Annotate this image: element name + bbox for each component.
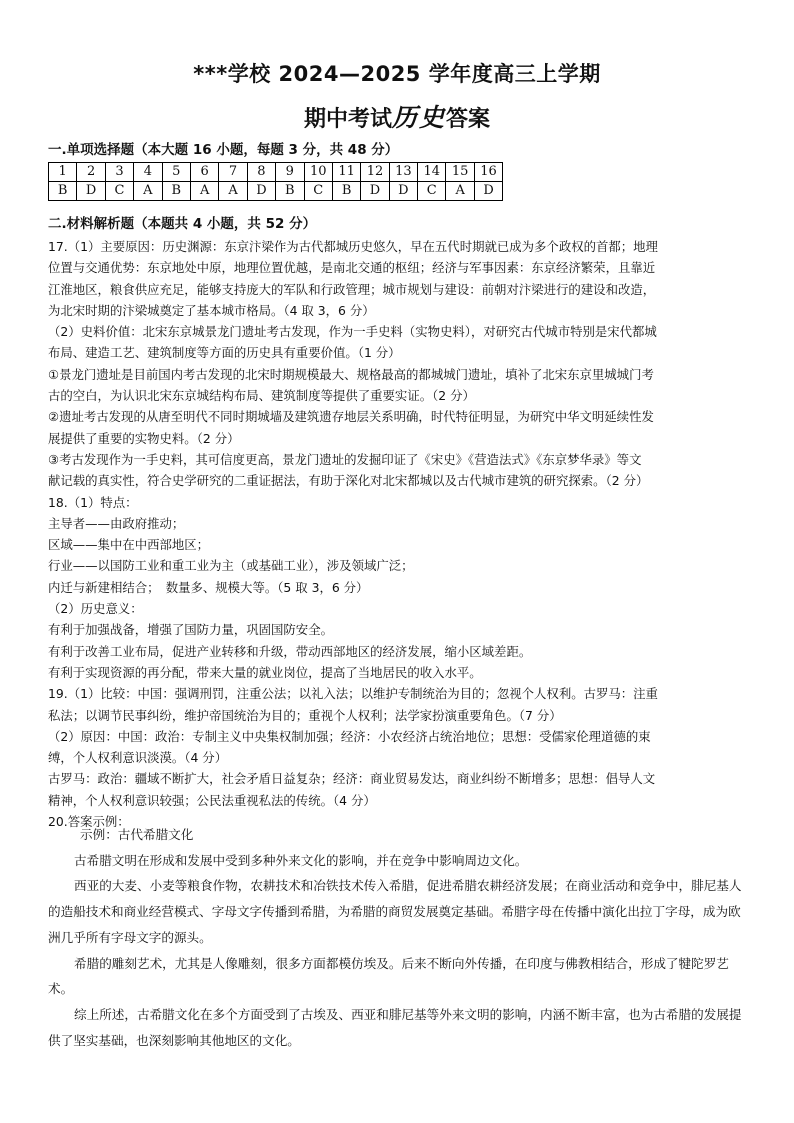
question-number: 1 — [49, 163, 77, 182]
question-number-row — [49, 163, 503, 182]
answer-cell: C — [105, 182, 133, 201]
essay-paragraph: 综上所述，古希腊文化在多个方面受到了古埃及、西亚和腓尼基等外来文明的影响，内涵不断丰富，也为古希腊的发展提供了坚实基础，也深刻影响其他地区的文化。 — [48, 1006, 742, 1048]
essay-paragraph: 西亚的大麦、小麦等粮食作物，农耕技术和冶铁技术传入希腊，促进希腊农耕经济发展；在商业活动和竞争中，腓尼基人的造船技术和商业经营模式、字母文字传播到希腊，为希腊的商贸发展奠定基础。希腊字母在传播中演化出拉丁字母，成为欧洲几乎所有字母文字的源头。 — [48, 878, 742, 945]
text-line: 17.（1）主要原因：历史渊源：东京汴梁作为古代都城历史悠久，早在五代时期就已成为多个政权的首都；地理 — [48, 239, 658, 254]
answer-cell: D — [474, 182, 502, 201]
answer-cell: B — [332, 182, 360, 201]
question-number: 14 — [418, 163, 446, 182]
text-line: 19.（1）比较：中国：强调刑罚，注重公法；以礼入法；以维护专制统治为目的；忽视个人权利。古罗马：注重 — [48, 686, 658, 702]
text-line: 布局、建造工艺、建筑制度等方面的历史具有重要价值。（1 分） — [48, 345, 401, 361]
text-line: ③考古发现作为一手史料，其可信度更高，景龙门遗址的发掘印证了《宋史》《营造法式》《东京梦华录》等文 — [48, 451, 642, 467]
text-line: 精神，个人权利意识较强；公民法重视私法的传统。（4 分） — [48, 792, 376, 808]
question-number: 6 — [190, 163, 218, 182]
question-number: 12 — [361, 163, 389, 182]
answer-table — [48, 162, 503, 201]
answer-cell: D — [389, 182, 417, 201]
answer-cell: D — [77, 182, 105, 201]
answer-cell: B — [276, 182, 304, 201]
page-subtitle — [0, 98, 794, 134]
text-line: ①景龙门遗址是目前国内考古发现的北宋时期规模最大、规格最高的都城城门遗址，填补了北宋东京里城城门考 — [48, 366, 654, 382]
answer-cell: A — [134, 182, 162, 201]
essay-paragraph: 希腊的雕刻艺术，尤其是人像雕刻，很多方面都模仿埃及。后来不断向外传播，在印度与佛教相结合，形成了犍陀罗艺术。 — [48, 955, 729, 997]
text-line: 行业——以国防工业和重工业为主（或基础工业），涉及领域广泛； — [48, 558, 414, 574]
subtitle-prefix: 期中考试 — [303, 107, 392, 132]
text-line: 20.答案示例： — [48, 814, 130, 830]
section-2-heading: 二.材料解析题（本题共 4 小题，共 52 分） — [48, 216, 317, 232]
question-number: 13 — [389, 163, 417, 182]
example-title: 示例：古代希腊文化 — [80, 827, 194, 842]
question-number: 7 — [219, 163, 247, 182]
answer-cell: C — [418, 182, 446, 201]
answer-cell: C — [304, 182, 332, 201]
subtitle-suffix: 答案 — [446, 107, 491, 132]
question-number: 15 — [446, 163, 474, 182]
answer-cell: D — [361, 182, 389, 201]
question-number: 3 — [105, 163, 133, 182]
text-line: 有利于实现资源的再分配，带来大量的就业岗位，提高了当地居民的收入水平。 — [48, 664, 482, 680]
question-number: 5 — [162, 163, 190, 182]
essay-paragraph: 古希腊文明在形成和发展中受到多种外来文化的影响，并在竞争中影响周边文化。 — [74, 852, 528, 868]
text-line: （2）史料价值：北宋东京城景龙门遗址考古发现，作为一手史料（实物史料），对研究古代城市特别是宋代都城 — [48, 324, 657, 340]
subject-name: 历史 — [391, 103, 446, 132]
question-number: 11 — [332, 163, 360, 182]
text-line: （2）历史意义： — [48, 601, 143, 617]
text-line: 古罗马：政治：疆域不断扩大，社会矛盾日益复杂；经济：商业贸易发达，商业纠纷不断增多；思想：倡导人文 — [48, 771, 656, 787]
answer-cell: A — [446, 182, 474, 201]
text-line: 私法；以调节民事纠纷，维护帝国统治为目的；重视个人权利；法学家扮演重要角色。（7 分） — [48, 707, 562, 723]
text-line: 有利于改善工业布局，促进产业转移和升级，带动西部地区的经济发展，缩小区域差距。 — [48, 643, 532, 659]
text-line: 主导者——由政府推动； — [48, 515, 185, 531]
text-line: 古的空白，为认识北宋东京城结构布局、建筑制度等提供了重要实证。（2 分） — [48, 388, 475, 404]
text-line: 18.（1）特点： — [48, 494, 138, 510]
text-line: 江淮地区，粮食供应充足，能够支持庞大的军队和行政管理；城市规划与建设：前朝对汴梁进行的建设和改造， — [48, 281, 656, 297]
text-line: 有利于加强战备，增强了国防力量，巩固国防安全。 — [48, 622, 333, 638]
answer-row — [49, 182, 503, 201]
text-line: 缚，个人权利意识淡漠。（4 分） — [48, 750, 228, 766]
text-line: 内迁与新建相结合； 数量多、规模大等。（5 取 3，6 分） — [48, 579, 369, 595]
question-number: 16 — [474, 163, 502, 182]
section-1-heading: 一.单项选择题（本大题 16 小题，每题 3 分，共 48 分） — [48, 142, 399, 158]
answer-cell: B — [162, 182, 190, 201]
question-number: 10 — [304, 163, 332, 182]
question-number: 2 — [77, 163, 105, 182]
section-2-body — [48, 236, 748, 832]
answer-cell: B — [49, 182, 77, 201]
page-title: ***学校 2024—2025 学年度高三上学期 — [193, 62, 601, 86]
answer-cell: D — [247, 182, 275, 201]
text-line: 位置与交通优势：东京地处中原，地理位置优越，是南北交通的枢纽；经济与军事因素：东京经济繁荣，且靠近 — [48, 260, 656, 276]
question-number: 9 — [276, 163, 304, 182]
text-line: 为北宋时期的汴梁城奠定了基本城市格局。（4 取 3，6 分） — [48, 302, 375, 318]
text-line: ②遗址考古发现的从唐至明代不同时期城墙及建筑遗存地层关系明确，时代特征明显，为研究中华文明延续性发 — [48, 409, 654, 425]
text-line: 献记载的真实性，符合史学研究的二重证据法，有助于深化对北宋都城以及古代城市建筑的研究探索。（2 分） — [48, 473, 649, 489]
question-number: 8 — [247, 163, 275, 182]
text-line: 展提供了重要的实物史料。（2 分） — [48, 430, 240, 446]
text-line: （2）原因：中国：政治：专制主义中央集权制加强；经济：小农经济占统治地位；思想：受儒家伦理道德的束 — [48, 728, 651, 744]
question-number: 4 — [134, 163, 162, 182]
answer-cell: A — [219, 182, 247, 201]
essay-example — [48, 822, 748, 1053]
answer-cell: A — [190, 182, 218, 201]
text-line: 区域——集中在中西部地区； — [48, 537, 210, 553]
